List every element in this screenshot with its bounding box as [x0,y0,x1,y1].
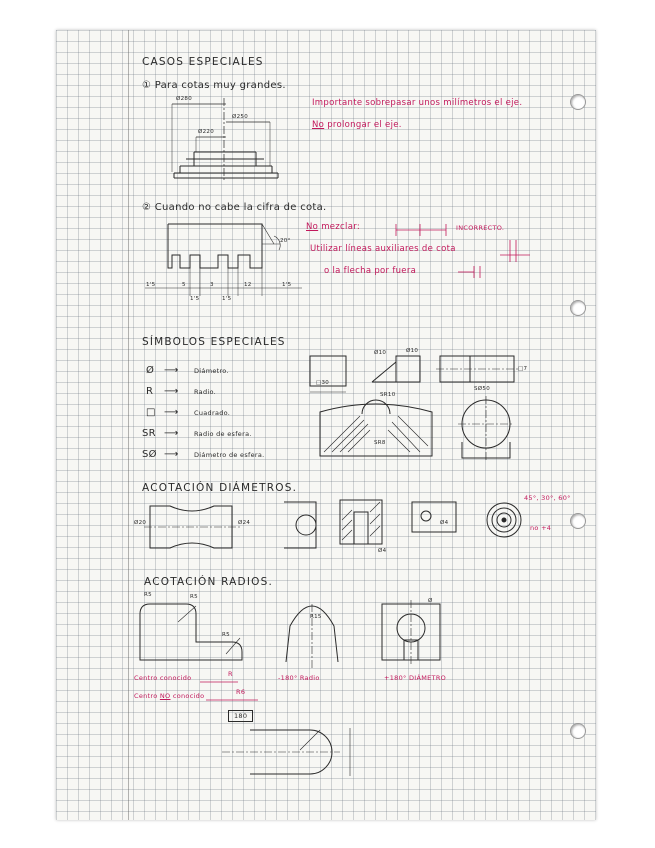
note-radio-180: -180° Radio [278,674,320,682]
stepped-tower-drawing [172,98,278,182]
dim-label: 1'5 [282,282,292,288]
note-centro-no-conocido [134,692,204,700]
symbol-label: Cuadrado. [194,409,231,417]
dim-label: 1'5 [146,282,156,288]
symbol-label: Radio. [194,388,217,396]
note-no4: no +4 [530,524,552,532]
note-r-conocido: R [228,670,233,678]
dim-label: R5 [190,594,198,600]
ball-joint-drawing [458,396,514,462]
section-title-radios: ACOTACIÓN RADIOS. [144,576,273,588]
symbol-code: Ø [146,365,155,376]
concentric-circles-drawing [487,503,521,537]
dim-label: Ø4 [378,548,387,554]
wedge-block-drawing [372,356,420,382]
dim-label: SR10 [380,392,396,398]
keyhole-block-drawing [382,600,440,664]
symbol-code: SR [142,428,156,439]
note-no: No [306,222,319,232]
dim-label: 1'5 [190,296,200,302]
sphere-cut-drawing [320,400,432,456]
note-diametro-180: +180° DIÁMETRO [384,674,447,682]
note-no: NO [159,692,171,700]
symbol-label: Diámetro de esfera. [194,451,265,459]
note-sobrepasar-eje: Importante sobrepasar unos milímetros el eje. [312,98,523,108]
dim-label: SR8 [374,440,386,446]
item-cifra-cota: ② Cuando no cabe la cifra de cota. [142,202,327,213]
box-180: 180 [228,710,253,722]
dim-label: Ø [428,598,433,604]
red-underlines [200,682,258,700]
dim-label: Ø24 [238,520,251,526]
note-lineas-auxiliares: Utilizar líneas auxiliares de cota [310,244,456,254]
dim-label: R15 [310,614,322,620]
dim-label: 3 [210,282,214,288]
note-no: No [312,120,325,130]
note-centro-conocido: Centro conocido [134,674,192,682]
spool-drawing [144,506,240,548]
dim-label: Ø250 [232,114,249,120]
dim-label: □30 [316,380,330,386]
section-title-casos: CASOS ESPECIALES [142,56,264,68]
symbol-code: R [146,386,154,397]
symbol-arrow: ⟶ [164,449,179,460]
dim-label: SØ50 [474,386,491,392]
dim-label: R5 [144,592,152,598]
note-no-mezclar [306,222,360,232]
dim-label: 20° [280,238,291,244]
symbol-code: SØ [142,449,157,460]
dim-label: 12 [244,282,252,288]
dim-label: □7 [518,366,528,372]
dim-label: 1'5 [222,296,232,302]
dim-label: Ø4 [440,520,449,526]
item-cotas-grandes: ① Para cotas muy grandes. [142,80,286,91]
note-flecha-fuera: o la flecha por fuera [324,266,417,276]
note-prolongar: prolongar el eje. [327,120,402,130]
dim-label: R5 [222,632,230,638]
note-no-prolongar [312,120,402,130]
symbol-arrow: ⟶ [164,428,179,439]
symbol-arrow: ⟶ [164,386,179,397]
note-r6: R6 [236,688,246,696]
rounded-end-drawing [222,728,350,776]
dim-label: 5 [182,282,186,288]
section-title-simbolos: SÍMBOLOS ESPECIALES [142,336,286,348]
square-shaft-drawing [436,356,520,382]
note-conocido: conocido [172,692,205,700]
symbol-code: □ [146,407,156,418]
note-centro: Centro [134,692,158,700]
note-mezclar: mezclar: [321,222,361,232]
slot-section-drawing [340,500,382,544]
note-incorrecto: INCORRECTO. [456,224,505,232]
square-block-drawing [310,356,346,392]
slotted-piece-drawing [145,224,302,296]
symbol-label: Radio de esfera. [194,430,252,438]
dim-label: Ø20 [134,520,147,526]
dim-label: Ø10 [374,350,387,356]
symbol-arrow: ⟶ [164,365,179,376]
dim-label: Ø220 [198,129,215,135]
section-title-diametros: ACOTACIÓN DIÁMETROS. [142,482,298,494]
small-hole-drawing [412,502,456,532]
dim-label: Ø10 [406,348,419,354]
note-angles: 45°, 30°, 60° [524,494,571,502]
symbol-arrow: ⟶ [164,407,179,418]
dim-label: Ø280 [176,96,193,102]
circle-cut-drawing [284,502,316,548]
symbol-label: Diámetro. [194,367,229,375]
